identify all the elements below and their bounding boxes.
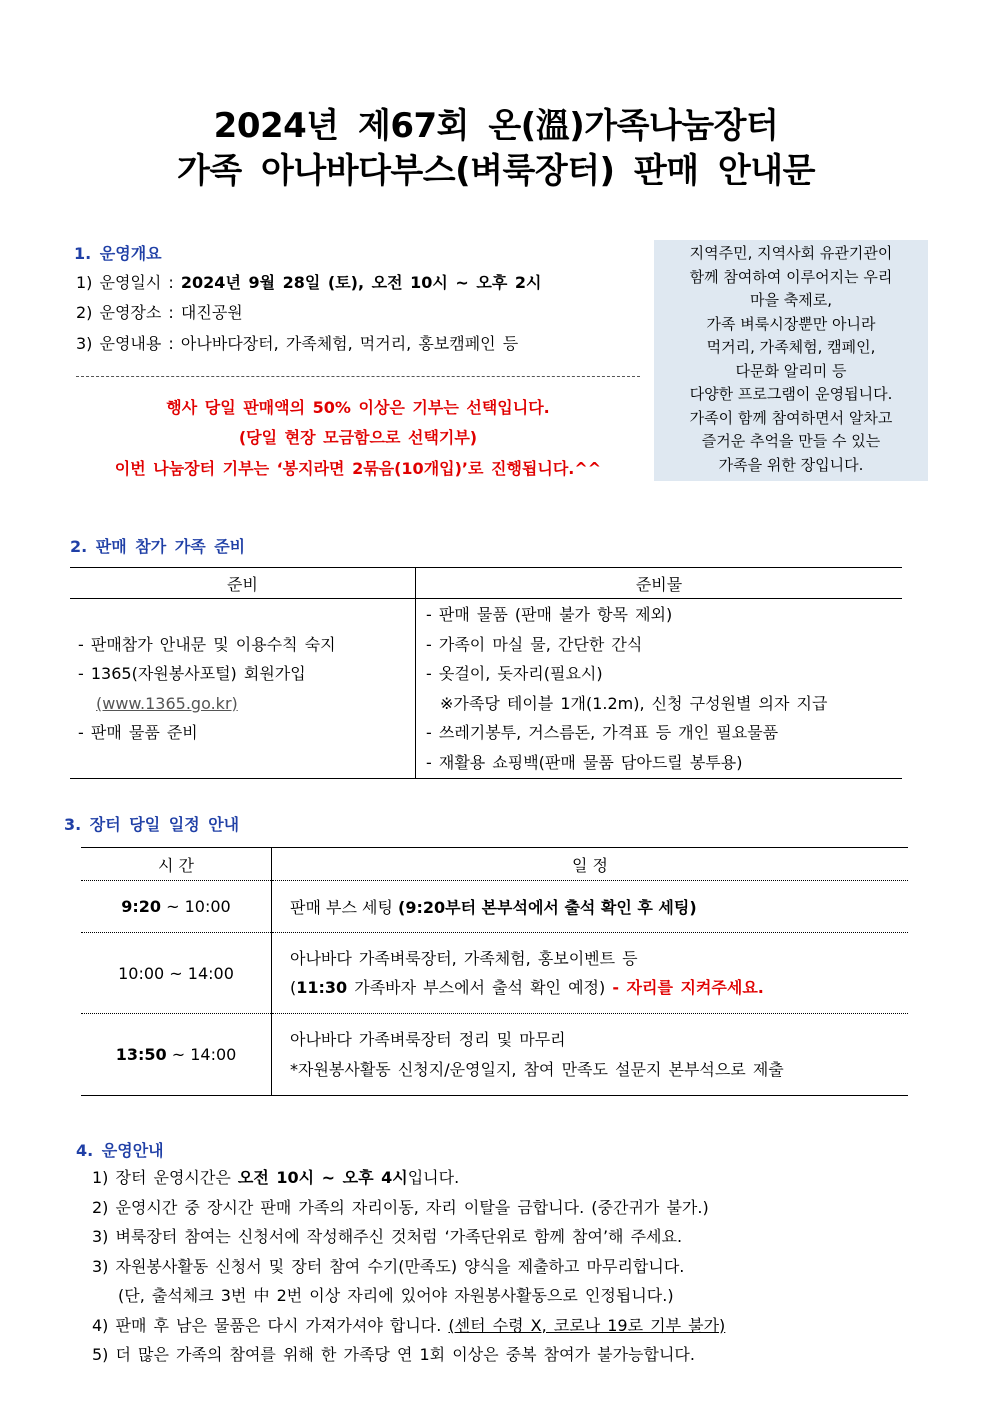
guide-underline: (센터 수령 X, 코로나 19로 기부 불가) <box>448 1315 726 1335</box>
supply-item: - 가족이 마실 물, 간단한 간식 <box>426 634 643 654</box>
overview-date <box>76 267 541 298</box>
guide-item <box>92 1311 725 1341</box>
schedule-plan-header: 일 정 <box>272 848 909 881</box>
schedule-plan <box>272 933 909 1014</box>
portal-link[interactable]: (www.1365.go.kr) <box>96 693 238 713</box>
info-line: 즐거운 추억을 만들 수 있는 <box>701 432 881 450</box>
donation-notice-2: (당일 현장 모금함으로 선택기부) <box>238 428 478 447</box>
guide-list <box>92 1163 725 1370</box>
overview-content <box>76 328 518 359</box>
schedule-row <box>81 881 908 933</box>
info-line: 가족이 함께 참여하면서 알차고 <box>689 408 893 427</box>
guide-text: 4) 판매 후 남은 물품은 다시 가져가셔야 합니다. <box>92 1315 449 1335</box>
guide-item: 3) 벼룩장터 참여는 신청서에 작성해주신 것처럼 ‘가족단위로 함께 참여’해 주세요. <box>92 1227 683 1246</box>
guide-item <box>92 1163 725 1193</box>
info-line: 마을 축제로, <box>750 291 832 309</box>
section4-heading: 4. 운영안내 <box>76 1141 164 1160</box>
overview-content-value: 아나바다장터, 가족체험, 먹거리, 홍보캠페인 등 <box>180 334 519 353</box>
info-line: 가족 벼룩시장뿐만 아니라 <box>706 314 876 333</box>
supply-item: - 판매 물품 (판매 불가 항목 제외) <box>426 605 673 624</box>
info-box <box>654 240 928 481</box>
donation-notice-1: 행사 당일 판매액의 50% 이상은 기부는 선택입니다. <box>166 398 550 417</box>
plan-line: 아나바다 가족벼룩장터 정리 및 마무리 <box>290 1030 566 1049</box>
supply-item: - 재활용 쇼핑백(판매 물품 담아드릴 봉투용) <box>426 752 743 772</box>
plan-line <box>290 973 907 1003</box>
overview-date-value: 2024년 9월 28일 (토), 오전 10시 ~ 오후 2시 <box>180 273 542 292</box>
schedule-table <box>81 847 908 1096</box>
prep-col2-header: 준비물 <box>416 568 903 599</box>
plan-line: 아나바다 가족벼룩장터, 가족체험, 홍보이벤트 등 <box>290 948 638 968</box>
info-line: 함께 참여하여 이루어지는 우리 <box>689 267 893 286</box>
prep-item: - 1365(자원봉사포털) 회원가입 <box>78 664 306 683</box>
guide-bold: 오전 10시 ~ 오후 4시 <box>237 1168 408 1187</box>
guide-text: 입니다. <box>407 1168 460 1187</box>
time-sep: ~ <box>161 897 185 916</box>
time-end: 10:00 <box>184 897 231 916</box>
schedule-time <box>81 933 272 1014</box>
plan-bold: (9:20부터 본부석에서 출석 확인 후 세팅) <box>398 898 697 917</box>
schedule-plan <box>272 881 909 933</box>
schedule-plan <box>272 1014 909 1096</box>
plan-bold: 11:30 <box>296 978 348 997</box>
page-title-line1: 2024년 제67회 온(溫)가족나눔장터 <box>213 106 779 146</box>
guide-text: 1) 장터 운영시간은 <box>92 1168 238 1187</box>
time-start: 13:50 <box>115 1045 167 1064</box>
schedule-row <box>81 1014 908 1096</box>
guide-item-sub: (단, 출석체크 3번 中 2번 이상 자리에 있어야 자원봉사활동으로 인정됩니다.) <box>118 1286 674 1305</box>
supply-item: - 쓰레기봉투, 거스름돈, 가격표 등 개인 필요물품 <box>426 723 779 742</box>
time-start: 10:00 <box>118 963 165 983</box>
prep-col1-cell <box>70 599 416 779</box>
supply-note: ※가족당 테이블 1개(1.2m), 신청 구성원별 의자 지급 <box>440 693 828 713</box>
guide-item: 2) 운영시간 중 장시간 판매 가족의 자리이동, 자리 이탈을 금합니다. (중간귀가 불가.) <box>92 1197 709 1217</box>
plan-text: 판매 부스 세팅 <box>290 898 398 917</box>
info-line: 다양한 프로그램이 운영됩니다. <box>689 385 893 403</box>
time-end: 14:00 <box>187 963 234 983</box>
overview-date-label: 1) 운영일시 : <box>76 273 181 292</box>
prep-link-line <box>78 689 414 719</box>
section3-heading: 3. 장터 당일 일정 안내 <box>64 815 240 834</box>
overview-place <box>76 297 243 328</box>
preparation-table <box>70 567 902 779</box>
donation-notice-3: 이번 나눔장터 기부는 ‘봉지라면 2묶음(10개입)’로 진행됩니다.^^ <box>114 459 602 478</box>
supply-item: - 옷걸이, 돗자리(필요시) <box>426 664 603 683</box>
schedule-time <box>81 1014 272 1096</box>
schedule-time-header: 시 간 <box>81 848 272 881</box>
section1-heading: 1. 운영개요 <box>74 244 162 263</box>
page-title-line2: 가족 아나바다부스(벼룩장터) 판매 안내문 <box>177 151 815 191</box>
schedule-row <box>81 933 908 1014</box>
plan-line: *자원봉사활동 신청지/운영일지, 참여 만족도 설문지 본부석으로 제출 <box>290 1059 784 1079</box>
guide-item: 3) 자원봉사활동 신청서 및 장터 참여 수기(만족도) 양식을 제출하고 마무리합니다. <box>92 1256 685 1276</box>
time-end: 14:00 <box>190 1045 237 1064</box>
info-line: 먹거리, 가족체험, 캠페인, <box>706 338 876 356</box>
prep-col1-header: 준비 <box>70 568 416 599</box>
overview-content-label: 3) 운영내용 : <box>76 334 181 353</box>
overview-place-label: 2) 운영장소 : <box>76 303 181 322</box>
overview-place-value: 대진공원 <box>180 303 243 322</box>
time-sep: ~ <box>166 1045 191 1064</box>
time-start: 9:20 <box>121 897 162 916</box>
info-line: 다문화 알리미 등 <box>735 361 847 380</box>
info-line: 가족을 위한 장입니다. <box>718 455 864 474</box>
plan-warning: - 자리를 지켜주세요. <box>612 978 764 997</box>
prep-col2-cell <box>416 599 903 779</box>
section2-heading: 2. 판매 참가 가족 준비 <box>70 537 246 556</box>
time-sep: ~ <box>164 963 188 983</box>
prep-item: - 판매 물품 준비 <box>78 723 198 742</box>
schedule-time <box>81 881 272 933</box>
plan-text: ( <box>290 978 297 997</box>
info-line: 지역주민, 지역사회 유관기관이 <box>689 244 893 262</box>
prep-item: - 판매참가 안내문 및 이용수칙 숙지 <box>78 634 336 654</box>
guide-item: 5) 더 많은 가족의 참여를 위해 한 가족당 연 1회 이상은 중복 참여가 불가능합니다. <box>92 1345 695 1364</box>
plan-text: 가족바자 부스에서 출석 확인 예정) <box>347 978 613 997</box>
divider <box>76 376 640 377</box>
